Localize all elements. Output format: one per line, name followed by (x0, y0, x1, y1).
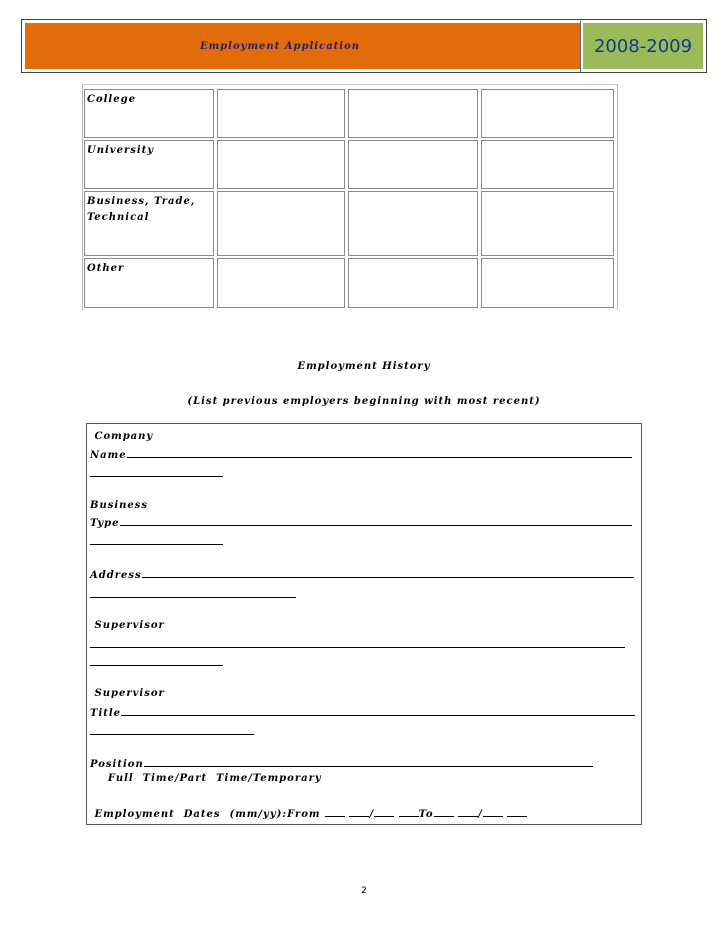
business-label: Business (90, 500, 149, 511)
supervisor-title-label: Supervisor (90, 688, 165, 699)
from-month-line[interactable] (325, 806, 345, 817)
company-name-line[interactable] (127, 447, 632, 458)
row-label: Other (87, 263, 125, 274)
from-year-line-2[interactable] (399, 806, 419, 817)
date-slash: / (369, 809, 375, 820)
education-cell[interactable] (348, 191, 478, 256)
education-row-college-label (84, 89, 214, 138)
to-month-line[interactable] (434, 806, 454, 817)
to-month-line-2[interactable] (458, 806, 478, 817)
company-name-line-2[interactable] (90, 466, 223, 477)
business-type-line[interactable] (120, 515, 632, 526)
employment-dates-field[interactable] (90, 806, 527, 822)
education-row-other-label (84, 258, 214, 308)
address-continuation[interactable] (90, 587, 296, 603)
address-line[interactable] (142, 567, 634, 578)
education-cell[interactable] (217, 258, 345, 308)
education-cell[interactable] (481, 191, 614, 256)
row-label: College (87, 94, 136, 105)
header-year: 2008-2009 (593, 35, 693, 57)
education-cell[interactable] (217, 191, 345, 256)
employment-type-options: Full Time/Part Time/Temporary (90, 773, 322, 784)
from-month-line-2[interactable] (349, 806, 369, 817)
address-line-2[interactable] (90, 587, 296, 598)
business-type-field[interactable] (90, 515, 632, 531)
date-slash: / (478, 809, 483, 820)
education-cell[interactable] (348, 140, 478, 189)
supervisor-field[interactable] (90, 637, 625, 653)
business-type-line-2[interactable] (90, 534, 223, 545)
education-cell[interactable] (348, 258, 478, 308)
header-divider (580, 19, 581, 73)
education-row-business-label (84, 191, 214, 256)
header-title: Employment Application (199, 40, 361, 52)
supervisor-continuation[interactable] (90, 655, 223, 671)
address-field[interactable] (90, 567, 634, 583)
field-label: Position (90, 759, 144, 770)
from-year-line[interactable] (374, 806, 394, 817)
supervisor-title-line[interactable] (121, 705, 635, 716)
position-field[interactable] (90, 756, 593, 772)
to-year-line-2[interactable] (507, 806, 527, 817)
supervisor-title-continuation[interactable] (90, 724, 254, 740)
employment-history-subtitle: (List previous employers beginning with most recent) (187, 396, 541, 407)
company-name-continuation[interactable] (90, 466, 223, 482)
field-label: Employment Dates (mm/yy):From (90, 809, 321, 820)
company-label: Company (90, 431, 154, 442)
education-cell[interactable] (481, 140, 614, 189)
supervisor-label: Supervisor (90, 620, 165, 631)
business-type-continuation[interactable] (90, 534, 223, 550)
education-cell[interactable] (217, 89, 345, 138)
field-label: Type (90, 518, 120, 529)
position-line[interactable] (144, 756, 593, 767)
field-label: Address (90, 570, 142, 581)
date-to-label: To (418, 809, 434, 820)
education-cell[interactable] (481, 258, 614, 308)
field-label: Title (90, 708, 122, 719)
row-label: Business, Trade, Technical (87, 196, 196, 223)
row-label: University (87, 145, 155, 156)
supervisor-title-field[interactable] (90, 705, 635, 721)
to-year-line[interactable] (483, 806, 503, 817)
employment-history-title: Employment History (297, 361, 431, 372)
education-cell[interactable] (481, 89, 614, 138)
education-cell[interactable] (348, 89, 478, 138)
supervisor-title-line-2[interactable] (90, 724, 254, 735)
education-cell[interactable] (217, 140, 345, 189)
page-number: 2 (361, 886, 367, 896)
field-label: Name (90, 450, 127, 461)
supervisor-line-2[interactable] (90, 655, 223, 666)
supervisor-line[interactable] (90, 637, 625, 648)
company-name-field[interactable] (90, 447, 632, 463)
education-row-university-label (84, 140, 214, 189)
